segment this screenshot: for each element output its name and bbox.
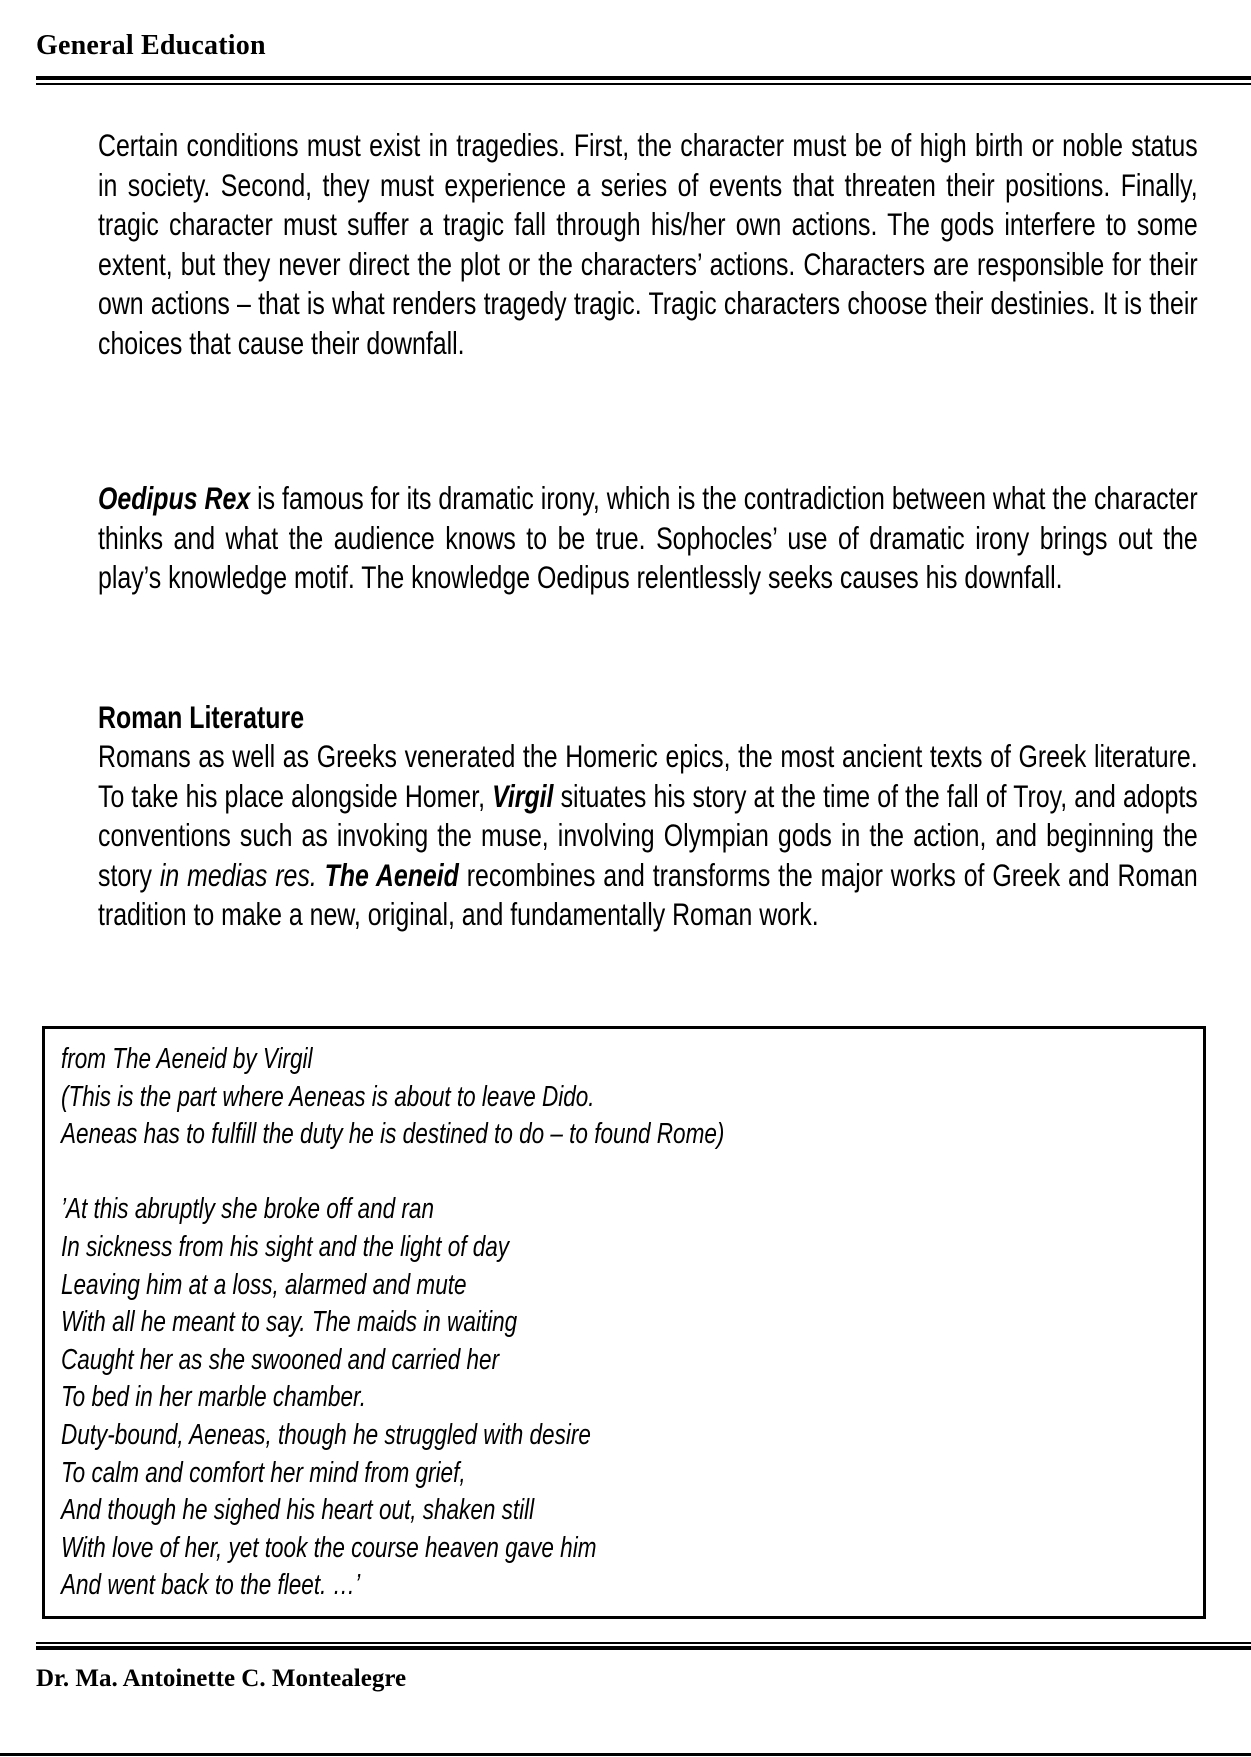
author-name: Virgil <box>492 777 554 814</box>
verse-line: Leaving him at a loss, alarmed and mute <box>61 1268 467 1301</box>
section-heading: Roman Literature <box>98 699 305 735</box>
verse-line: To bed in her marble chamber. <box>61 1381 366 1414</box>
spacer <box>61 1154 724 1192</box>
footer-author: Dr. Ma. Antoinette C. Montealegre <box>36 1665 407 1692</box>
latin-phrase: in medias res. <box>159 856 317 893</box>
excerpt-intro-line: (This is the part where Aeneas is about to leave Dido. <box>61 1080 595 1113</box>
work-title: The Aeneid <box>324 856 459 893</box>
footer-rule-thin <box>36 1642 1251 1644</box>
header-rule <box>36 76 1251 80</box>
verse-line: ’At this abruptly she broke off and ran <box>61 1193 434 1226</box>
excerpt-intro-line: Aeneas has to fulfill the duty he is destined to do – to found Rome) <box>61 1118 725 1151</box>
header-title: General Education <box>36 30 266 61</box>
verse-line: To calm and comfort her mind from grief, <box>61 1456 466 1489</box>
paragraph-text: Certain conditions must exist in tragedies. First, the character must be of high birth or noble status in society. Second, they must experience a series of events that threaten their positions. Finally, tragic character must suffer a tragic fall through his/her own actions. The gods interfere to some extent, but they never direct the plot or the characters’ actions. Characters are responsible for their own actions – that is what renders tragedy tragic. Tragic characters choose their destinies. It is their choices that cause their downfall. <box>98 127 1198 361</box>
paragraph-text: Romans as well as Greeks venerated the Homeric epics, the most ancient texts of Greek literature. To take his place alongside Homer, <box>98 738 1198 814</box>
verse-line: And went back to the fleet. …’ <box>61 1569 361 1602</box>
verse-line: Duty-bound, Aeneas, though he struggled with desire <box>61 1418 591 1451</box>
verse-line: With all he meant to say. The maids in waiting <box>61 1306 518 1339</box>
verse-line: With love of her, yet took the course heaven gave him <box>61 1531 597 1564</box>
excerpt-box <box>42 1026 1206 1619</box>
excerpt-text <box>61 1041 724 1605</box>
paragraph-text: recombines and transforms the major works of Greek and Roman tradition to make a new, original, and fundamentally Roman work. <box>98 856 1198 932</box>
page-bottom-rule <box>0 1753 1251 1756</box>
header-rule-thin <box>36 83 1251 85</box>
footer-rule <box>36 1646 1251 1650</box>
roman-literature-paragraph <box>98 737 1198 935</box>
tragedy-conditions-paragraph <box>98 126 1198 363</box>
oedipus-paragraph <box>98 479 1198 598</box>
verse-line: In sickness from his sight and the light of day <box>61 1230 510 1263</box>
work-title: Oedipus Rex <box>98 480 251 516</box>
paragraph-text: situates his story at the time of the fall of Troy, and adopts conventions such as invoking the muse, involving Olympian gods in the action, and beginning the story <box>98 777 1198 893</box>
excerpt-intro-line: from The Aeneid by Virgil <box>61 1043 313 1075</box>
paragraph-text: is famous for its dramatic irony, which is the contradiction between what the character thinks and what the audience knows to be true. Sophocles’ use of dramatic irony brings out the play’s knowledge motif. The knowledge Oedipus relentlessly seeks causes his downfall. <box>98 480 1198 595</box>
verse-line: Caught her as she swooned and carried her <box>61 1343 500 1376</box>
verse-line: And though he sighed his heart out, shaken still <box>61 1494 535 1527</box>
